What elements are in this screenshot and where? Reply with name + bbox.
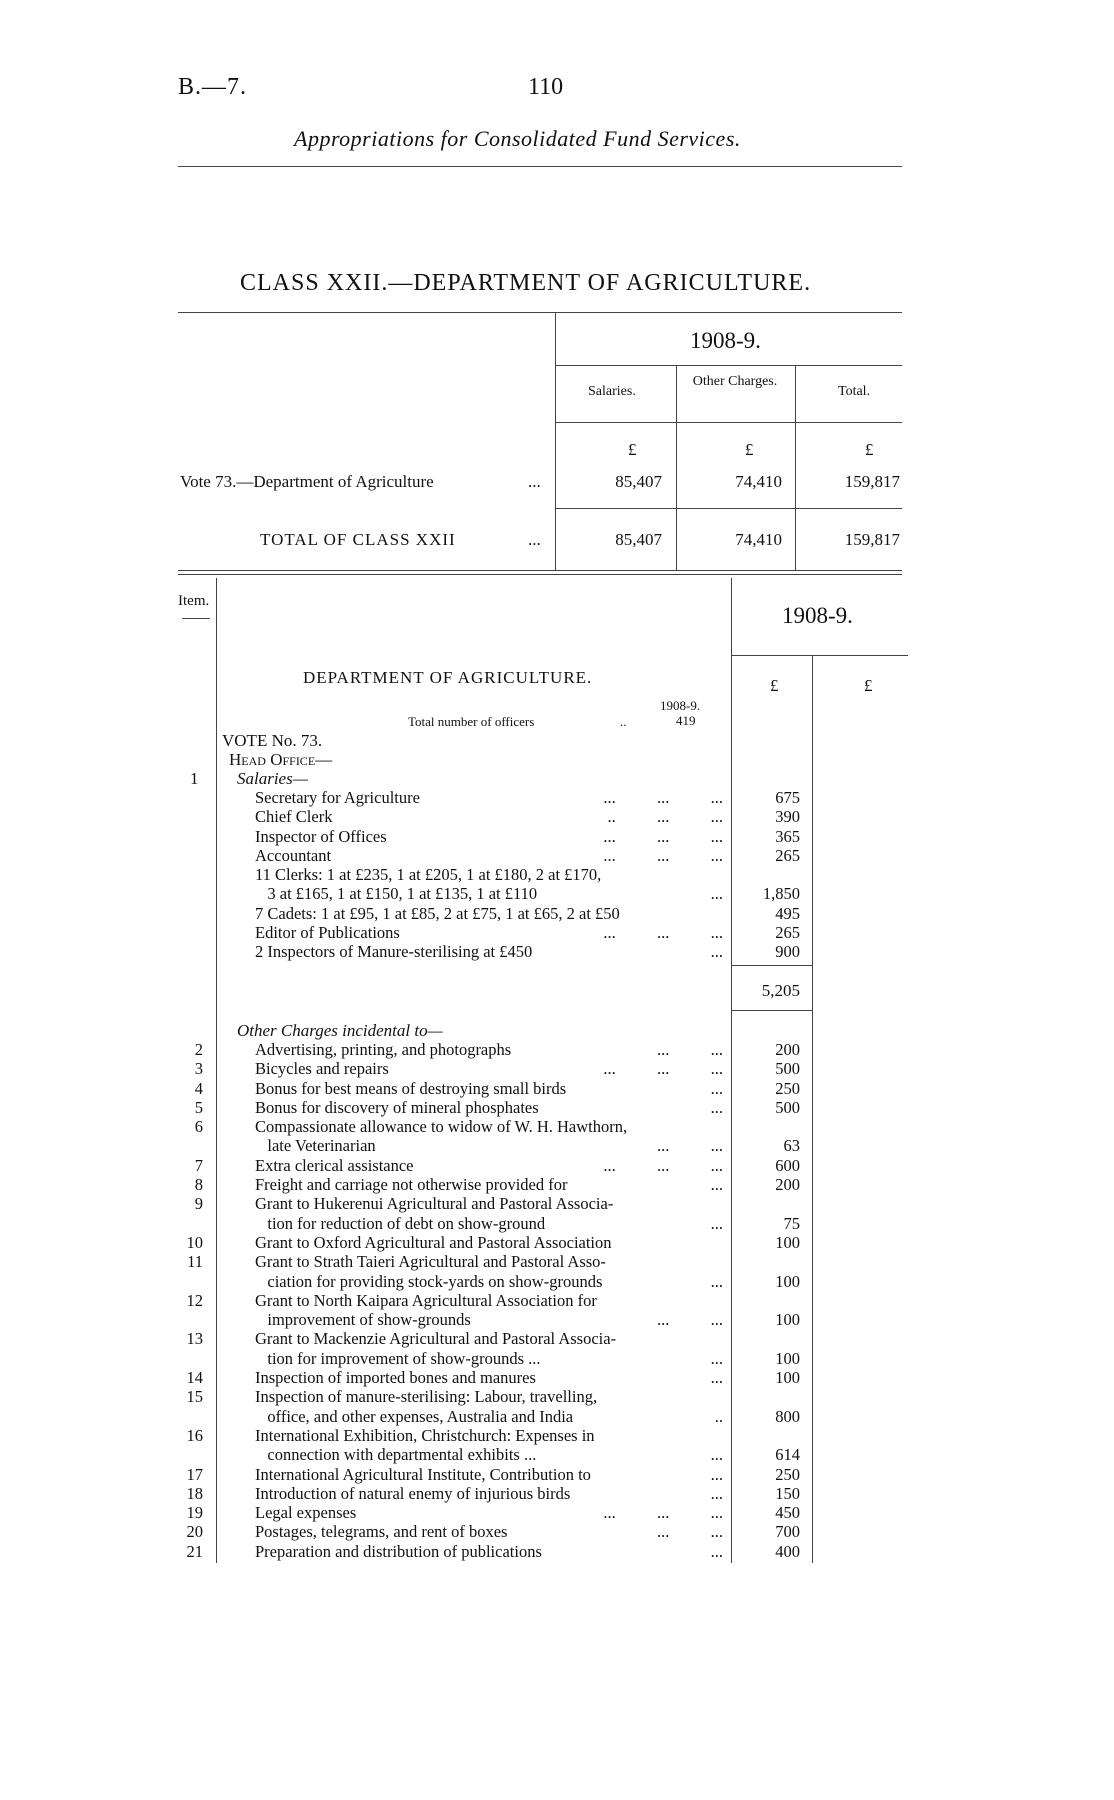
line-leader: ... <box>710 1271 723 1291</box>
currency-other: £ <box>745 440 754 459</box>
line-amount: 675 <box>775 788 800 807</box>
officers-year: 1908-9. <box>660 698 701 713</box>
line-item <box>186 1368 800 1388</box>
summary-row-salaries: 85,407 <box>615 472 662 491</box>
line-text: International Agricultural Institute, Contribution to <box>255 1464 591 1484</box>
item-number: 6 <box>194 1117 203 1137</box>
dept-title: DEPARTMENT OF AGRICULTURE. <box>303 668 593 687</box>
line-item <box>255 865 723 884</box>
line-text: office, and other expenses, Australia and India <box>255 1406 574 1426</box>
summary-total-other: 74,410 <box>735 530 782 549</box>
summary-row-leader: ... <box>528 472 541 491</box>
line-item <box>255 807 800 827</box>
line-item <box>255 1310 800 1330</box>
line-leader: ... <box>710 942 723 962</box>
page-number: 110 <box>528 74 564 100</box>
line-text: 7 Cadets: 1 at £95, 1 at £85, 2 at £75, 1 at £65, 2 at £50 <box>255 903 620 923</box>
line-item <box>255 1406 800 1426</box>
line-text: Inspector of Offices <box>255 826 387 846</box>
item-number: 11 <box>187 1252 203 1272</box>
salaries-list <box>255 788 800 962</box>
line-amount: 1,850 <box>762 884 800 904</box>
line-amount: 390 <box>775 807 800 827</box>
item-number: 2 <box>194 1040 203 1059</box>
amount-col-divider-2 <box>812 655 813 1563</box>
line-item <box>255 826 800 846</box>
line-amount: 200 <box>775 1040 800 1059</box>
line-item <box>194 1117 723 1137</box>
officers-leader: .. <box>620 714 627 729</box>
line-text: Introduction of natural enemy of injurious birds <box>255 1483 571 1503</box>
line-amount: 100 <box>775 1310 800 1330</box>
line-amount: 265 <box>775 923 800 943</box>
summary-row-other: 74,410 <box>735 472 782 491</box>
line-amount: 500 <box>775 1097 800 1117</box>
detail-year-rule <box>731 655 908 656</box>
line-leader: ... ... ... <box>603 1503 723 1523</box>
summary-total-salaries: 85,407 <box>615 530 662 549</box>
salaries-item-no: 1 <box>190 769 199 788</box>
summary-year-rule <box>555 365 902 366</box>
line-leader: ... <box>710 1445 723 1465</box>
salaries-total: 5,205 <box>761 981 800 1000</box>
item-number: 9 <box>194 1194 203 1214</box>
line-amount: 495 <box>775 903 800 923</box>
line-amount: 100 <box>775 1232 800 1252</box>
line-item <box>186 1425 723 1445</box>
line-text: ciation for providing stock-yards on show-grounds <box>255 1271 603 1291</box>
line-item <box>186 1329 723 1349</box>
line-text: Postages, telegrams, and rent of boxes <box>255 1522 508 1542</box>
line-text: connection with departmental exhibits ... <box>255 1445 537 1465</box>
item-number: 14 <box>186 1368 203 1388</box>
item-number: 20 <box>186 1522 203 1542</box>
line-amount: 100 <box>775 1348 800 1368</box>
line-text: Bicycles and repairs <box>255 1059 389 1079</box>
salaries-total-bottom-rule <box>731 1010 812 1011</box>
line-leader: ... <box>710 1175 723 1195</box>
line-leader: ... <box>710 1368 723 1388</box>
detail-currency-2: £ <box>864 676 873 695</box>
line-leader: ... ... ... <box>603 923 723 943</box>
currency-salaries: £ <box>628 440 637 459</box>
line-text: 3 at £165, 1 at £150, 1 at £135, 1 at £110 <box>255 884 538 904</box>
item-number: 8 <box>194 1175 203 1195</box>
line-leader: ... ... ... <box>603 1155 723 1175</box>
line-item <box>194 1194 723 1214</box>
line-item <box>255 1136 800 1156</box>
salaries-heading: Salaries— <box>237 769 308 788</box>
page-subtitle: Appropriations for Consolidated Fund Services. <box>294 126 741 151</box>
item-number: 3 <box>194 1059 203 1079</box>
item-number: 7 <box>194 1155 203 1175</box>
line-item <box>186 1522 800 1542</box>
line-amount: 63 <box>783 1136 800 1156</box>
line-leader: ... ... <box>657 1522 723 1542</box>
line-leader: ... ... <box>657 1310 723 1330</box>
item-number: 15 <box>186 1387 203 1407</box>
line-text: Grant to Mackenzie Agricultural and Pastoral Associa- <box>255 1329 617 1349</box>
line-leader: ... ... ... <box>603 788 723 807</box>
summary-top-rule <box>178 312 902 313</box>
line-text: Compassionate allowance to widow of W. H. Hawthorn, <box>255 1117 628 1137</box>
vote-number: VOTE No. 73. <box>222 731 323 750</box>
item-number: 12 <box>186 1290 203 1310</box>
line-amount: 250 <box>775 1078 800 1098</box>
line-item <box>186 1483 800 1503</box>
line-text: Grant to Strath Taieri Agricultural and Pastoral Asso- <box>255 1252 606 1272</box>
line-text: Accountant <box>255 845 332 865</box>
col-other-charges: Other Charges. <box>692 374 778 389</box>
line-amount: 800 <box>775 1406 800 1426</box>
summary-col-divider-2 <box>676 365 677 570</box>
line-text: Extra clerical assistance <box>255 1155 414 1175</box>
line-leader: ... <box>710 1483 723 1503</box>
line-text: 11 Clerks: 1 at £235, 1 at £205, 1 at £180, 2 at £170, <box>255 865 602 885</box>
line-leader: ... <box>710 884 723 904</box>
summary-col-divider-3 <box>795 365 796 570</box>
line-leader: ... ... ... <box>603 1059 723 1079</box>
line-text: International Exhibition, Christchurch: Expenses in <box>255 1425 595 1445</box>
item-number: 5 <box>194 1097 203 1117</box>
summary-row-rule <box>555 508 902 509</box>
item-number: 16 <box>186 1425 203 1445</box>
item-column-label: Item. <box>178 593 210 609</box>
line-item <box>194 1155 800 1175</box>
line-item <box>255 1213 800 1233</box>
summary-year: 1908-9. <box>690 328 761 353</box>
line-leader: ... <box>710 1213 723 1233</box>
summary-bottom-rule-2 <box>178 574 902 575</box>
line-item <box>255 788 800 807</box>
line-item <box>194 1078 800 1098</box>
line-leader: ... <box>710 1464 723 1484</box>
line-amount: 265 <box>775 845 800 865</box>
item-col-divider <box>216 578 217 1563</box>
line-item <box>186 1464 800 1484</box>
line-amount: 450 <box>775 1503 800 1523</box>
officers-count: 419 <box>676 713 696 728</box>
line-leader: ... <box>710 1078 723 1098</box>
detail-currency-1: £ <box>770 676 779 695</box>
line-amount: 700 <box>775 1522 800 1542</box>
line-item <box>255 1348 800 1368</box>
line-amount: 250 <box>775 1464 800 1484</box>
summary-row-label: Vote 73.—Department of Agriculture <box>180 472 434 491</box>
summary-total-total: 159,817 <box>844 530 900 549</box>
line-amount: 365 <box>775 826 800 846</box>
document-reference: B.—7. <box>178 74 248 100</box>
col-salaries: Salaries. <box>588 384 636 399</box>
line-amount: 200 <box>775 1175 800 1195</box>
line-amount: 600 <box>775 1155 800 1175</box>
summary-total-label: TOTAL OF CLASS XXII <box>260 530 456 549</box>
line-text: Advertising, printing, and photographs <box>255 1040 512 1059</box>
line-item <box>186 1387 723 1407</box>
line-item <box>255 942 800 962</box>
salaries-total-top-rule <box>731 965 812 966</box>
line-amount: 400 <box>775 1541 800 1561</box>
line-amount: 100 <box>775 1271 800 1291</box>
line-text: Inspection of manure-sterilising: Labour, travelling, <box>255 1387 598 1407</box>
line-text: Legal expenses <box>255 1503 357 1523</box>
line-text: improvement of show-grounds <box>255 1310 471 1330</box>
line-text: Inspection of imported bones and manures <box>255 1368 536 1388</box>
line-text: Grant to Oxford Agricultural and Pastoral Association <box>255 1232 612 1252</box>
line-item <box>255 923 800 943</box>
line-item <box>186 1290 723 1310</box>
line-text: tion for improvement of show-grounds ... <box>255 1348 541 1368</box>
line-item <box>194 1175 800 1195</box>
line-item <box>255 903 800 923</box>
line-leader: ... ... ... <box>603 845 723 865</box>
line-text: tion for reduction of debt on show-ground <box>255 1213 546 1233</box>
line-item <box>255 845 800 865</box>
line-leader: .. ... ... <box>607 807 723 827</box>
line-text: Preparation and distribution of publications <box>255 1541 542 1561</box>
other-charges-list <box>186 1040 800 1561</box>
head-office-heading: Head Office— <box>229 750 333 769</box>
header-rule <box>178 166 902 167</box>
line-text: Grant to North Kaipara Agricultural Association for <box>255 1290 597 1310</box>
currency-total: £ <box>865 440 874 459</box>
item-number: 17 <box>186 1464 203 1484</box>
item-label-rule <box>182 618 210 619</box>
line-leader: ... <box>710 1097 723 1117</box>
col-total: Total. <box>838 384 871 399</box>
line-item <box>187 1252 723 1272</box>
summary-bottom-rule <box>178 570 902 571</box>
line-amount: 150 <box>775 1483 800 1503</box>
line-leader: ... ... ... <box>603 826 723 846</box>
item-number: 4 <box>194 1078 203 1098</box>
line-text: late Veterinarian <box>255 1136 376 1156</box>
class-title: CLASS XXII.—DEPARTMENT OF AGRICULTURE. <box>240 270 812 296</box>
line-text: Chief Clerk <box>255 807 333 827</box>
line-amount: 100 <box>775 1368 800 1388</box>
other-charges-heading: Other Charges incidental to— <box>237 1021 443 1040</box>
line-item <box>194 1040 800 1059</box>
line-amount: 614 <box>775 1445 800 1465</box>
line-text: Bonus for best means of destroying small birds <box>255 1078 567 1098</box>
line-leader: ... <box>710 1348 723 1368</box>
detail-year: 1908-9. <box>782 603 853 628</box>
item-number: 21 <box>186 1541 203 1561</box>
line-item <box>255 1271 800 1291</box>
line-text: Freight and carriage not otherwise provided for <box>255 1175 568 1195</box>
officers-label: Total number of officers <box>408 714 535 729</box>
item-number: 19 <box>186 1503 203 1523</box>
line-leader: ... ... <box>657 1136 723 1156</box>
line-text: Secretary for Agriculture <box>255 788 420 807</box>
line-leader: .. <box>714 1406 723 1426</box>
summary-head-rule <box>555 422 902 423</box>
item-number: 13 <box>186 1329 203 1349</box>
line-amount: 500 <box>775 1059 800 1079</box>
line-amount: 75 <box>783 1213 800 1233</box>
line-item <box>186 1503 800 1523</box>
line-item <box>194 1059 800 1079</box>
item-number: 18 <box>186 1483 203 1503</box>
line-item <box>186 1541 800 1561</box>
line-item <box>255 884 800 904</box>
line-item <box>194 1097 800 1117</box>
item-number: 10 <box>186 1232 203 1252</box>
summary-total-leader: ... <box>528 530 541 549</box>
line-text: 2 Inspectors of Manure-sterilising at £450 <box>255 942 533 962</box>
line-text: Bonus for discovery of mineral phosphates <box>255 1097 539 1117</box>
line-item <box>186 1232 800 1252</box>
line-text: Editor of Publications <box>255 923 400 943</box>
summary-col-divider <box>555 312 556 570</box>
line-leader: ... ... <box>657 1040 723 1059</box>
line-text: Grant to Hukerenui Agricultural and Pastoral Associa- <box>255 1194 614 1214</box>
line-item <box>255 1445 800 1465</box>
summary-row-total: 159,817 <box>844 472 900 491</box>
line-amount: 900 <box>775 942 800 962</box>
line-leader: ... <box>710 1541 723 1561</box>
